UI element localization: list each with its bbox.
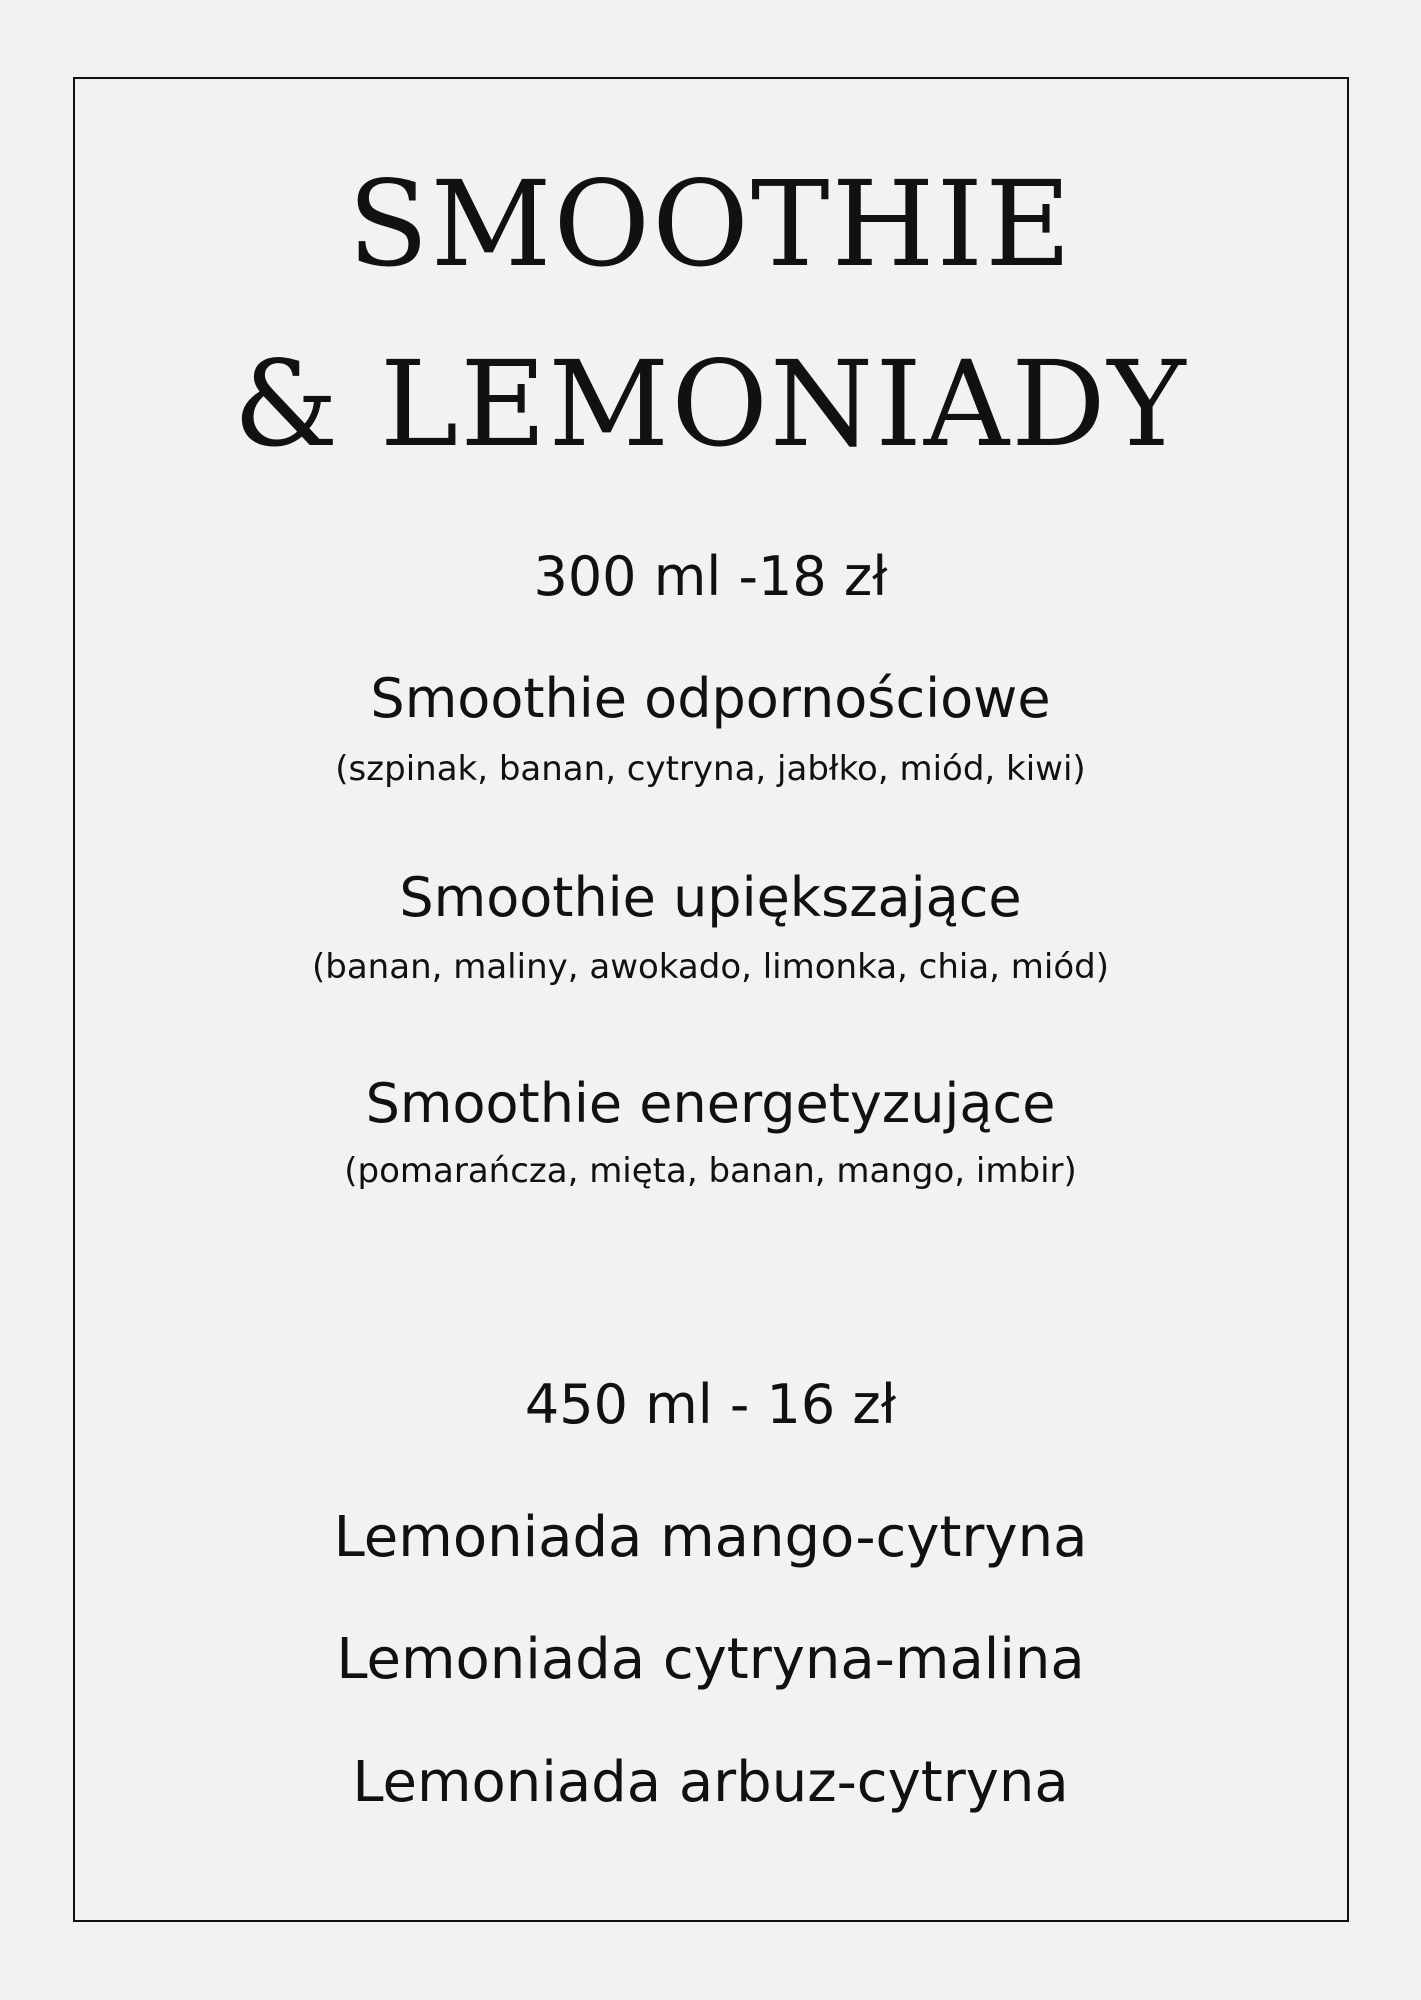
lemonade-item-3: Lemoniada arbuz-cytryna (352, 1750, 1069, 1815)
menu-title-line-2: & LEMONIADY (233, 335, 1188, 473)
lemonade-price: 450 ml - 16 zł (524, 1373, 897, 1436)
lemonade-item-2: Lemoniada cytryna-malina (336, 1627, 1085, 1692)
smoothie-name-3: Smoothie energetyzujące (365, 1072, 1056, 1135)
smoothie-ingredients-3: (pomarańcza, mięta, banan, mango, imbir) (344, 1151, 1077, 1191)
smoothie-price: 300 ml -18 zł (533, 545, 888, 608)
smoothie-name-2: Smoothie upiększające (399, 866, 1022, 929)
smoothie-ingredients-2: (banan, maliny, awokado, limonka, chia, miód) (312, 947, 1109, 987)
lemonade-item-1: Lemoniada mango-cytryna (333, 1505, 1088, 1570)
smoothie-name-1: Smoothie odpornościowe (370, 667, 1051, 730)
menu-title-line-1: SMOOTHIE (347, 155, 1074, 293)
smoothie-ingredients-1: (szpinak, banan, cytryna, jabłko, miód, kiwi) (335, 749, 1086, 789)
